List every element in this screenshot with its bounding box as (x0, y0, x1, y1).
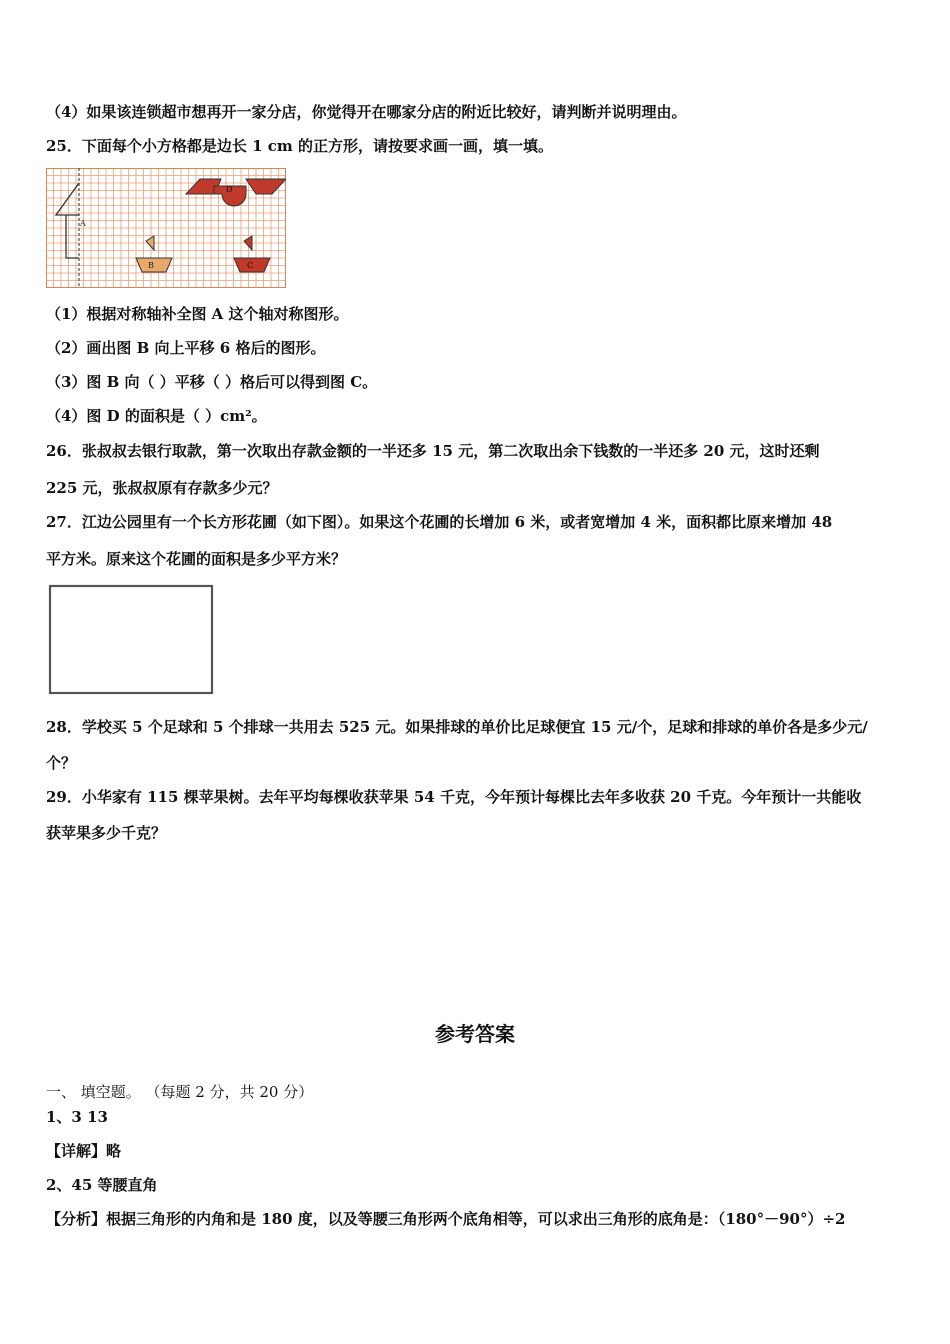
q25-grid-figure (46, 168, 286, 288)
q25-part2: （2）画出图 B 向上平移 6 格后的图形。 (46, 339, 326, 357)
shape-b (136, 236, 172, 272)
q29-line2: 获苹果多少千克？ (46, 824, 167, 842)
q27-line2: 平方米。原来这个花圃的面积是多少平方米？ (46, 550, 347, 568)
answers-title: 参考答案 (435, 1022, 515, 1046)
answer-1: 1、3 13 (46, 1108, 108, 1126)
q26-line2: 225 元，张叔叔原有存款多少元？ (46, 479, 278, 497)
answer-2-analysis: 【分析】根据三角形的内角和是 180 度，以及等腰三角形两个底角相等，可以求出三角形的底角是：（180°－90°）÷2 (46, 1210, 846, 1228)
label-c: C (247, 261, 254, 270)
flowerbed-rectangle (48, 584, 214, 696)
q28-line1: 28．学校买 5 个足球和 5 个排球一共用去 525 元。如果排球的单价比足球便宜 15 元/个，足球和排球的单价各是多少元/ (46, 718, 868, 736)
q25-part3: （3）图 B 向（ ）平移（ ）格后可以得到图 C。 (46, 373, 378, 391)
answer-2: 2、45 等腰直角 (46, 1176, 158, 1194)
answer-1-detail: 【详解】略 (46, 1142, 122, 1160)
q26-line1: 26．张叔叔去银行取款，第一次取出存款金额的一半还多 15 元，第二次取出余下钱数的一半还多 20 元，这时还剩 (46, 442, 820, 460)
label-a: A (80, 219, 86, 228)
label-d: D (226, 185, 233, 194)
answers-section1: 一、 填空题。 （每题 2 分，共 20 分） (46, 1083, 314, 1101)
q27-line1: 27．江边公园里有一个长方形花圃（如下图）。如果这个花圃的长增加 6 米，或者宽增加 4 米，面积都比原来增加 48 (46, 513, 833, 531)
q28-line2: 个？ (46, 754, 77, 772)
q29-line1: 29．小华家有 115 棵苹果树。去年平均每棵收获苹果 54 千克，今年预计每棵比去年多收获 20 千克。今年预计一共能收 (46, 788, 862, 806)
q25-part1: （1）根据对称轴补全图 A 这个轴对称图形。 (46, 305, 349, 323)
q25-prompt: 25．下面每个小方格都是边长 1 cm 的正方形，请按要求画一画，填一填。 (46, 137, 553, 155)
q24-part4: （4）如果该连锁超市想再开一家分店，你觉得开在哪家分店的附近比较好，请判断并说明理由。 (46, 103, 687, 121)
label-b: B (148, 261, 154, 270)
q25-part4: （4）图 D 的面积是（ ）cm²。 (46, 407, 267, 425)
